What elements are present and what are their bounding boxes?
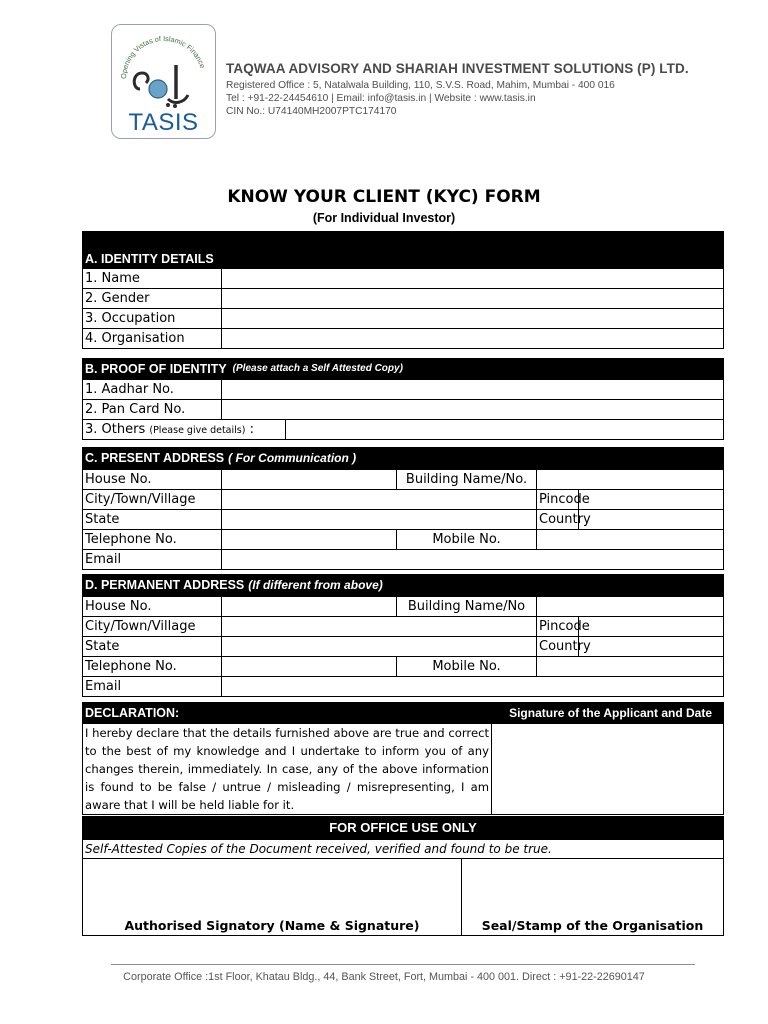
permanent-mobile-field[interactable] [537,657,724,677]
permanent-heading-text: D. PERMANENT ADDRESS [85,578,245,592]
company-contact: Tel : +91-22-24454610 | Email: info@tasis.in | Website : www.tasis.in [226,93,536,104]
others-note: (Please give details) [149,425,246,436]
pan-label: 2. Pan Card No. [83,400,222,420]
declaration-heading [82,702,724,723]
present-state-field[interactable] [222,510,537,530]
permanent-address-section [82,574,724,697]
office-table [82,839,724,936]
present-email-label: Email [83,550,222,570]
present-address-section [82,447,724,570]
permanent-state-field[interactable] [222,637,537,657]
identity-section [82,231,724,349]
identity-table [82,268,724,349]
table-row [83,380,724,400]
permanent-house-field[interactable] [222,597,397,617]
occupation-field[interactable] [222,309,724,329]
present-house-field[interactable] [222,470,397,490]
signature-heading: Signature of the Applicant and Date [509,705,712,720]
permanent-house-label: House No. [83,597,222,617]
proof-table [82,379,724,440]
permanent-country-label: Country [537,637,579,657]
occupation-label: 3. Occupation [83,309,222,329]
table-row [83,420,724,440]
logo-name: TASIS [128,109,199,136]
company-name: TAQWAA ADVISORY AND SHARIAH INVESTMENT SOLUTIONS (P) LTD. [226,61,689,76]
permanent-pincode-label: Pincode [537,617,579,637]
pan-field[interactable] [222,400,724,420]
table-row [83,490,724,510]
office-heading-text: FOR OFFICE USE ONLY [329,820,477,835]
table-row [83,724,724,815]
authorised-signatory-field[interactable] [83,859,462,936]
office-note: Self-Attested Copies of the Document received, verified and found to be true. [83,840,724,859]
applicant-signature-field[interactable] [492,724,724,815]
permanent-address-table [82,596,724,697]
identity-heading [82,231,724,268]
table-row [83,550,724,570]
table-row [83,859,724,936]
permanent-pincode-field[interactable] [579,617,724,637]
company-address: Registered Office : 5, Natalwala Building, 110, S.V.S. Road, Mahim, Mumbai - 400 016 [226,80,615,91]
footer-divider [111,964,695,965]
company-cin: CIN No.: U74140MH2007PTC174170 [226,106,397,117]
proof-heading-text: B. PROOF OF IDENTITY [85,361,227,376]
proof-section [82,358,724,440]
permanent-email-field[interactable] [222,677,724,697]
permanent-building-label: Building Name/No [397,597,537,617]
table-row [83,597,724,617]
present-country-label: Country [537,510,579,530]
others-field[interactable] [286,420,724,440]
table-row [83,637,724,657]
table-row [83,309,724,329]
permanent-telephone-label: Telephone No. [83,657,222,677]
declaration-text-cell [83,724,492,815]
table-row [83,269,724,289]
present-pincode-field[interactable] [579,490,724,510]
declaration-table [82,723,724,815]
present-building-label: Building Name/No. [397,470,537,490]
table-row [83,510,724,530]
present-mobile-label: Mobile No. [397,530,537,550]
seal-stamp-label: Seal/Stamp of the Organisation [481,918,704,933]
present-country-field[interactable] [579,510,724,530]
others-colon: : [249,422,254,437]
table-row [83,470,724,490]
others-label-text: 3. Others [85,422,146,437]
table-row [83,400,724,420]
present-pincode-label: Pincode [537,490,579,510]
declaration-heading-text: DECLARATION: [85,705,180,720]
permanent-building-field[interactable] [537,597,724,617]
permanent-telephone-field[interactable] [222,657,397,677]
permanent-heading [82,574,724,596]
table-row [83,617,724,637]
present-heading-text: C. PRESENT ADDRESS [85,451,225,465]
aadhar-label: 1. Aadhar No. [83,380,222,400]
aadhar-field[interactable] [222,380,724,400]
table-row [83,329,724,349]
proof-heading-note: (Please attach a Self Attested Copy) [232,363,403,374]
permanent-country-field[interactable] [579,637,724,657]
present-telephone-label: Telephone No. [83,530,222,550]
form-subtitle: (For Individual Investor) [312,211,456,225]
gender-label: 2. Gender [83,289,222,309]
present-mobile-field[interactable] [537,530,724,550]
permanent-email-label: Email [83,677,222,697]
present-heading [82,447,724,469]
table-row [83,289,724,309]
present-address-table [82,469,724,570]
office-use-section [82,816,724,936]
form-title: KNOW YOUR CLIENT (KYC) FORM [227,187,541,207]
table-row [83,657,724,677]
present-heading-note: ( For Communication ) [228,451,357,465]
identity-heading-text: A. IDENTITY DETAILS [85,252,214,266]
permanent-city-label: City/Town/Village [83,617,222,637]
present-city-field[interactable] [222,490,537,510]
present-building-field[interactable] [537,470,724,490]
declaration-section [82,702,724,815]
name-label: 1. Name [83,269,222,289]
permanent-city-field[interactable] [222,617,537,637]
present-house-label: House No. [83,470,222,490]
authorised-signatory-label: Authorised Signatory (Name & Signature) [124,918,420,933]
company-logo [111,24,216,139]
table-row [83,530,724,550]
others-label [83,420,286,440]
footer-corporate-office: Corporate Office :1st Floor, Khatau Bldg., 44, Bank Street, Fort, Mumbai - 400 001. Direct : +91-22-22690147 [123,971,645,983]
gender-field[interactable] [222,289,724,309]
permanent-mobile-label: Mobile No. [397,657,537,677]
seal-stamp-field[interactable] [462,859,724,936]
table-row [83,677,724,697]
present-telephone-field[interactable] [222,530,397,550]
present-state-label: State [83,510,222,530]
logo-emblem-icon [128,59,198,109]
svg-text:Opening Vistas of Islamic Fina: Opening Vistas of Islamic Finance [118,33,208,80]
permanent-state-label: State [83,637,222,657]
present-city-label: City/Town/Village [83,490,222,510]
office-heading [82,816,724,839]
organisation-label: 4. Organisation [83,329,222,349]
permanent-heading-note: (If different from above) [248,578,383,592]
name-field[interactable] [222,269,724,289]
present-email-field[interactable] [222,550,724,570]
proof-heading [82,358,724,379]
organisation-field[interactable] [222,329,724,349]
declaration-text: I hereby declare that the details furnished above are true and correct to the best of my knowledge and I undertake to inform you of any changes therein, immediately. In case, any of the above information is found to be false / untrue / misleading / misrepresenting, I am aware that I will be held liable for it. [85,726,489,812]
table-row [83,840,724,859]
